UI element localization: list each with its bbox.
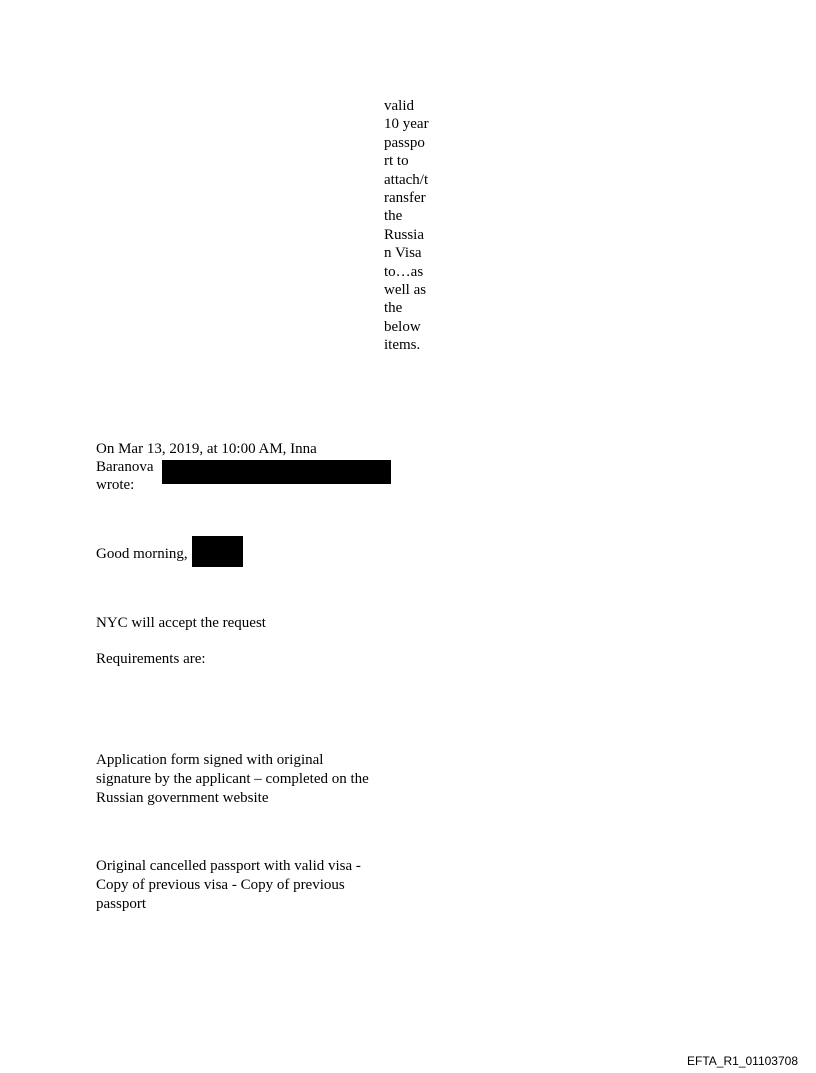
quote-header-sender: Baranova bbox=[96, 459, 154, 475]
body-paragraph bbox=[96, 650, 206, 669]
requirement-line: Original cancelled passport with valid visa - bbox=[96, 858, 361, 874]
requirement-line: Application form signed with original bbox=[96, 752, 324, 768]
greeting-text: Good morning, bbox=[96, 546, 188, 562]
requirement-line: passport bbox=[96, 896, 146, 912]
greeting bbox=[96, 545, 188, 564]
body-paragraph bbox=[96, 614, 266, 633]
redacted-name bbox=[192, 536, 243, 567]
requirement-line: Copy of previous visa - Copy of previous bbox=[96, 877, 345, 893]
continuation-line: valid bbox=[384, 98, 414, 114]
nyc-accept-text: NYC will accept the request bbox=[96, 615, 266, 631]
quote-header-line: On Mar 13, 2019, at 10:00 AM, Inna bbox=[96, 441, 317, 457]
requirement-line: Russian government website bbox=[96, 790, 269, 806]
continuation-line: n Visa bbox=[384, 245, 422, 262]
continuation-text bbox=[384, 97, 444, 355]
continuation-line: the bbox=[384, 300, 403, 317]
continuation-line: to…as bbox=[384, 263, 424, 280]
document-id: EFTA_R1_01103708 bbox=[687, 1054, 798, 1068]
continuation-line: rt to bbox=[384, 153, 409, 170]
continuation-line: below bbox=[384, 318, 421, 335]
continuation-line: ransfer bbox=[384, 190, 426, 207]
quote-header-wrote: wrote: bbox=[96, 477, 135, 493]
requirement-line: signature by the applicant – completed on the bbox=[96, 771, 369, 787]
continuation-line: 10 year bbox=[384, 116, 429, 133]
continuation-line: Russia bbox=[384, 226, 425, 243]
continuation-line: well as bbox=[384, 282, 427, 299]
requirements-heading: Requirements are: bbox=[96, 651, 206, 667]
continuation-line: items. bbox=[384, 337, 421, 354]
redacted-email-address bbox=[162, 460, 391, 484]
continuation-line: passpo bbox=[384, 134, 425, 151]
requirement-item bbox=[96, 857, 361, 914]
requirement-item bbox=[96, 751, 369, 808]
continuation-line: the bbox=[384, 208, 403, 225]
continuation-line: attach/t bbox=[384, 171, 429, 188]
